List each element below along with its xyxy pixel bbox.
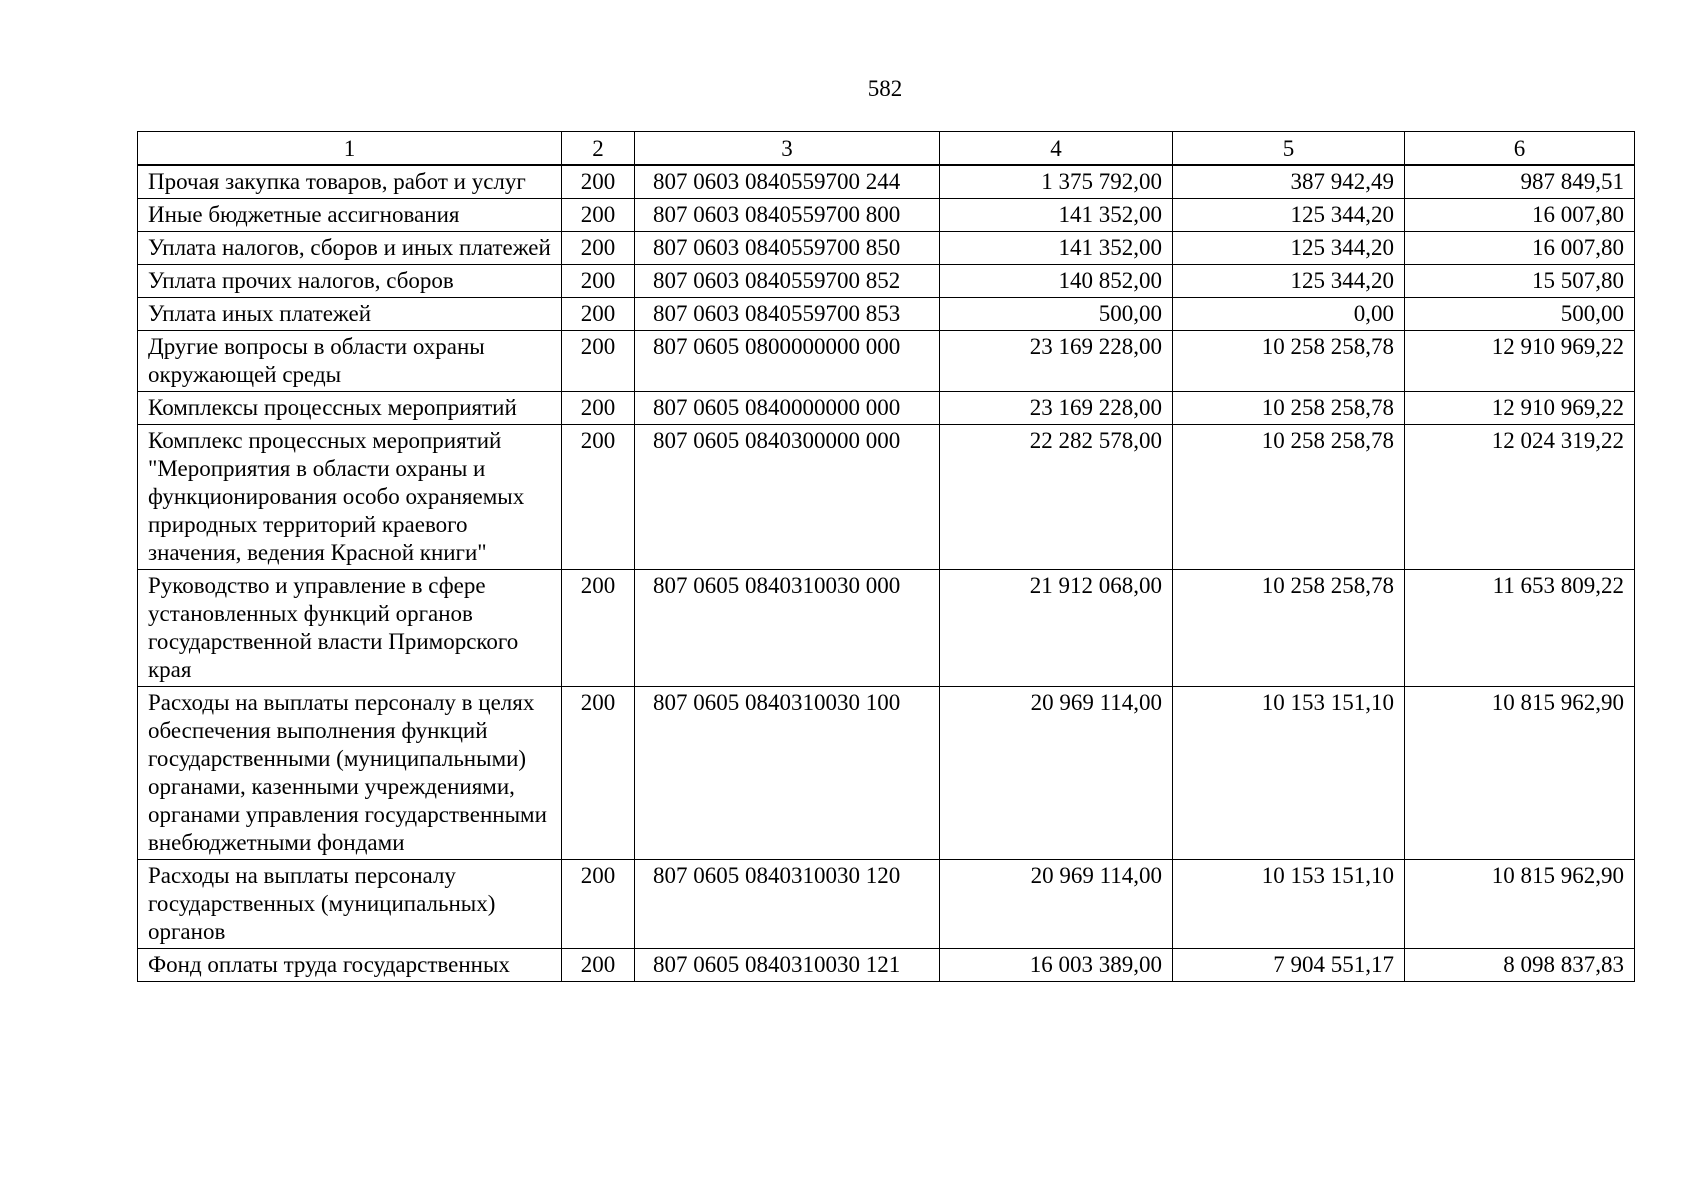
column-header: 4: [940, 132, 1173, 166]
row-executed-amount: 10 258 258,78: [1173, 425, 1405, 570]
row-line-code: 200: [562, 949, 635, 982]
header-row: [138, 132, 1635, 166]
table-row: [138, 687, 1635, 860]
row-executed-amount: 387 942,49: [1173, 165, 1405, 199]
row-executed-amount: 125 344,20: [1173, 265, 1405, 298]
row-approved-amount: 500,00: [940, 298, 1173, 331]
table-row: [138, 860, 1635, 949]
row-name: Уплата иных платежей: [138, 298, 562, 331]
row-name: Прочая закупка товаров, работ и услуг: [138, 165, 562, 199]
row-name: Иные бюджетные ассигнования: [138, 199, 562, 232]
row-line-code: 200: [562, 392, 635, 425]
row-line-code: 200: [562, 265, 635, 298]
table-row: [138, 232, 1635, 265]
table-row: [138, 298, 1635, 331]
row-unexecuted-amount: 15 507,80: [1405, 265, 1635, 298]
budget-execution-table: [137, 131, 1635, 982]
row-name: Руководство и управление в сфере установленных функций органов государственной власти Приморского края: [138, 570, 562, 687]
row-approved-amount: 16 003 389,00: [940, 949, 1173, 982]
row-line-code: 200: [562, 298, 635, 331]
row-unexecuted-amount: 987 849,51: [1405, 165, 1635, 199]
row-approved-amount: 1 375 792,00: [940, 165, 1173, 199]
row-line-code: 200: [562, 687, 635, 860]
row-budget-code: 807 0603 0840559700 853: [635, 298, 940, 331]
column-header: 3: [635, 132, 940, 166]
row-unexecuted-amount: 11 653 809,22: [1405, 570, 1635, 687]
row-line-code: 200: [562, 331, 635, 392]
row-line-code: 200: [562, 165, 635, 199]
table-row: [138, 570, 1635, 687]
row-budget-code: 807 0603 0840559700 852: [635, 265, 940, 298]
row-executed-amount: 10 153 151,10: [1173, 687, 1405, 860]
row-approved-amount: 141 352,00: [940, 232, 1173, 265]
row-line-code: 200: [562, 425, 635, 570]
row-name: Комплекс процессных мероприятий "Мероприятия в области охраны и функционирования особо охраняемых природных территорий краевого значения, ведения Красной книги": [138, 425, 562, 570]
table-row: [138, 165, 1635, 199]
row-executed-amount: 7 904 551,17: [1173, 949, 1405, 982]
row-approved-amount: 141 352,00: [940, 199, 1173, 232]
row-budget-code: 807 0605 0840000000 000: [635, 392, 940, 425]
row-budget-code: 807 0603 0840559700 244: [635, 165, 940, 199]
column-header: 5: [1173, 132, 1405, 166]
row-approved-amount: 22 282 578,00: [940, 425, 1173, 570]
row-executed-amount: 10 258 258,78: [1173, 392, 1405, 425]
row-name: Другие вопросы в области охраны окружающей среды: [138, 331, 562, 392]
row-unexecuted-amount: 12 024 319,22: [1405, 425, 1635, 570]
row-budget-code: 807 0605 0800000000 000: [635, 331, 940, 392]
row-budget-code: 807 0603 0840559700 850: [635, 232, 940, 265]
row-executed-amount: 10 258 258,78: [1173, 570, 1405, 687]
row-budget-code: 807 0605 0840310030 100: [635, 687, 940, 860]
row-budget-code: 807 0605 0840310030 120: [635, 860, 940, 949]
row-budget-code: 807 0605 0840310030 000: [635, 570, 940, 687]
row-unexecuted-amount: 10 815 962,90: [1405, 687, 1635, 860]
column-header: 6: [1405, 132, 1635, 166]
row-executed-amount: 125 344,20: [1173, 232, 1405, 265]
row-executed-amount: 10 153 151,10: [1173, 860, 1405, 949]
row-approved-amount: 20 969 114,00: [940, 687, 1173, 860]
table-row: [138, 392, 1635, 425]
row-approved-amount: 20 969 114,00: [940, 860, 1173, 949]
table-row: [138, 199, 1635, 232]
table-row: [138, 331, 1635, 392]
row-line-code: 200: [562, 570, 635, 687]
row-budget-code: 807 0605 0840310030 121: [635, 949, 940, 982]
row-approved-amount: 23 169 228,00: [940, 392, 1173, 425]
row-approved-amount: 21 912 068,00: [940, 570, 1173, 687]
row-unexecuted-amount: 12 910 969,22: [1405, 331, 1635, 392]
page-number: 582: [867, 76, 903, 101]
row-budget-code: 807 0603 0840559700 800: [635, 199, 940, 232]
row-unexecuted-amount: 10 815 962,90: [1405, 860, 1635, 949]
row-line-code: 200: [562, 860, 635, 949]
table-row: [138, 425, 1635, 570]
row-name: Уплата налогов, сборов и иных платежей: [138, 232, 562, 265]
row-executed-amount: 0,00: [1173, 298, 1405, 331]
row-unexecuted-amount: 8 098 837,83: [1405, 949, 1635, 982]
row-name: Расходы на выплаты персоналу государственных (муниципальных) органов: [138, 860, 562, 949]
row-unexecuted-amount: 12 910 969,22: [1405, 392, 1635, 425]
row-approved-amount: 140 852,00: [940, 265, 1173, 298]
row-line-code: 200: [562, 232, 635, 265]
row-name: Комплексы процессных мероприятий: [138, 392, 562, 425]
row-line-code: 200: [562, 199, 635, 232]
row-executed-amount: 10 258 258,78: [1173, 331, 1405, 392]
row-name: Фонд оплаты труда государственных: [138, 949, 562, 982]
row-executed-amount: 125 344,20: [1173, 199, 1405, 232]
row-unexecuted-amount: 16 007,80: [1405, 199, 1635, 232]
table-row: [138, 265, 1635, 298]
row-unexecuted-amount: 16 007,80: [1405, 232, 1635, 265]
column-header: 1: [138, 132, 562, 166]
row-unexecuted-amount: 500,00: [1405, 298, 1635, 331]
row-name: Расходы на выплаты персоналу в целях обеспечения выполнения функций государственными (муниципальными) органами, казенными учреждениями, органами управления государственными внебюджетными фондами: [138, 687, 562, 860]
column-header: 2: [562, 132, 635, 166]
row-name: Уплата прочих налогов, сборов: [138, 265, 562, 298]
row-approved-amount: 23 169 228,00: [940, 331, 1173, 392]
row-budget-code: 807 0605 0840300000 000: [635, 425, 940, 570]
table-row: [138, 949, 1635, 982]
